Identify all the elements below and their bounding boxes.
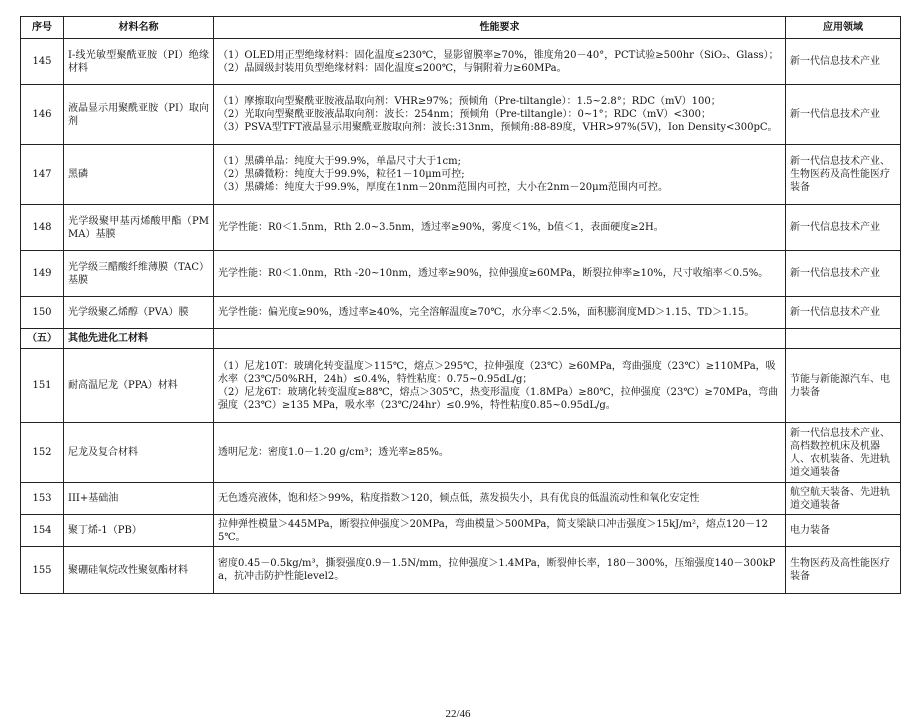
header-row [21,17,901,39]
row-number: 154 [21,515,64,547]
requirements-cell [214,251,786,297]
material-name: I-线光敏型聚酰亚胺（PI）绝缘材料 [64,39,214,85]
section-row [21,329,901,349]
header-requirements: 性能要求 [214,17,786,39]
section-title: 其他先进化工材料 [64,329,214,349]
requirement-line: 光学性能：R0＜1.5nm，Rth 2.0~3.5nm，透过率≥90%，雾度＜1%，b值＜1，表面硬度≥2H。 [218,222,664,233]
requirements-cell [214,349,786,423]
section-number: （五） [21,329,64,349]
application-field: 新一代信息技术产业 [786,39,901,85]
application-field: 电力装备 [786,515,901,547]
table-row [21,515,901,547]
application-field: 新一代信息技术产业、生物医药及高性能医疗装备 [786,145,901,205]
material-name: 光学级聚甲基丙烯酸甲酯（PMMA）基膜 [64,205,214,251]
requirement-line: 拉伸弹性模量＞445MPa，断裂拉伸强度＞20MPa，弯曲模量＞500MPa，简支梁缺口冲击强度＞15kJ/m²，熔点120－125℃。 [218,518,768,543]
header-name: 材料名称 [64,17,214,39]
table-row [21,483,901,515]
application-field: 新一代信息技术产业 [786,297,901,329]
requirement-line: 光学性能：R0＜1.0nm，Rth -20~10nm，透过率≥90%，拉伸强度≥60MPa，断裂拉伸率≥10%，尺寸收缩率＜0.5%。 [218,268,769,279]
application-field: 新一代信息技术产业 [786,85,901,145]
requirement-line: （1）尼龙10T：玻璃化转变温度＞115℃，熔点＞295℃，拉伸强度（23℃）≥60MPa，弯曲强度（23℃）≥110MPa，吸水率（23℃/50%RH，24h）≤0.4%，特性粘度：0.75~0.95dL/g； [218,360,776,385]
application-field: 航空航天装备、先进轨道交通装备 [786,483,901,515]
row-number: 147 [21,145,64,205]
requirement-line: （3）黑磷烯：纯度大于99.9%，厚度在1nm－20nm范围内可控，大小在2nm－20μm范围内可控。 [218,182,669,193]
table-row [21,39,901,85]
header-application: 应用领域 [786,17,901,39]
material-name: III+基础油 [64,483,214,515]
section-empty-cell [786,329,901,349]
application-field: 节能与新能源汽车、电力装备 [786,349,901,423]
requirement-line: （2）尼龙6T：玻璃化转变温度≥88℃，熔点＞305℃，热变形温度（1.8MPa）≥80℃，拉伸强度（23℃）≥70MPa，弯曲强度（23℃）≥135 MPa，吸水率（23℃/24hr）≤0.9%，特性粘度0.85~0.95dL/g。 [218,386,779,411]
material-name: 光学级聚乙烯醇（PVA）膜 [64,297,214,329]
requirement-line: （2）黑磷微粉：纯度大于99.9%，粒径1－10μm可控; [218,169,465,180]
application-field: 新一代信息技术产业、高档数控机床及机器人、农机装备、先进轨道交通装备 [786,423,901,483]
section-block [21,329,901,349]
requirement-line: （1）黑磷单晶：纯度大于99.9%，单晶尺寸大于1cm; [218,156,461,167]
material-name: 尼龙及复合材料 [64,423,214,483]
requirements-cell [214,85,786,145]
row-number: 155 [21,547,64,594]
section-empty-cell [214,329,786,349]
table-row [21,349,901,423]
table-row [21,423,901,483]
requirements-cell [214,515,786,547]
requirements-cell [214,205,786,251]
application-field: 生物医药及高性能医疗装备 [786,547,901,594]
requirement-line: （2）光取向型聚酰亚胺液晶取向剂：波长：254nm；预倾角（Pre-tiltangle）：0~1°；RDC（mV）<300； [218,109,712,120]
requirements-cell [214,297,786,329]
requirement-line: 无色透亮液体，饱和烃＞99%，粘度指数＞120，倾点低，蒸发损失小，具有优良的低温流动性和氧化安定性 [218,493,700,504]
material-name: 光学级三醋酸纤维薄膜（TAC）基膜 [64,251,214,297]
materials-table [20,16,901,594]
row-number: 150 [21,297,64,329]
table-row [21,547,901,594]
table-row [21,85,901,145]
row-number: 146 [21,85,64,145]
application-field: 新一代信息技术产业 [786,251,901,297]
application-field: 新一代信息技术产业 [786,205,901,251]
table-row [21,145,901,205]
table-body-main [21,39,901,329]
row-number: 145 [21,39,64,85]
requirements-cell [214,145,786,205]
row-number: 149 [21,251,64,297]
requirements-cell [214,483,786,515]
row-number: 153 [21,483,64,515]
header-no: 序号 [21,17,64,39]
material-name: 液晶显示用聚酰亚胺（PI）取向剂 [64,85,214,145]
requirement-line: 透明尼龙：密度1.0－1.20 g/cm³；透光率≥85%。 [218,447,449,458]
table-body-chemicals [21,349,901,594]
row-number: 151 [21,349,64,423]
page-number: 22/46 [445,708,471,720]
table-row [21,251,901,297]
requirement-line: （1）OLED用正型绝缘材料：固化温度≤230℃，显影留膜率≥70%，锥度角20－40°，PCT试验≥500hr（SiO₂、Glass）； [218,49,779,61]
material-name: 黑磷 [64,145,214,205]
requirements-cell [214,423,786,483]
table-row [21,205,901,251]
requirement-line: （3）PSVA型TFT液晶显示用聚酰亚胺取向剂：波长:313nm，预倾角:88-89度，VHR>97%(5V)，Ion Density<300pC。 [218,122,778,133]
requirement-line: （2）晶圆级封装用负型绝缘材料：固化温度≤200℃，与铜附着力≥60MPa。 [218,62,567,74]
row-number: 152 [21,423,64,483]
material-name: 聚丁烯-1（PB） [64,515,214,547]
requirement-line: 光学性能：偏光度≥90%，透过率≥40%，完全溶解温度≥70℃，水分率＜2.5%，面积膨润度MD＞1.15、TD＞1.15。 [218,307,755,318]
requirement-line: 密度0.45－0.5kg/m³，撕裂强度0.9－1.5N/mm，拉伸强度＞1.4MPa，断裂伸长率，180－300%，压缩强度140－300kPa，抗冲击防护性能level2。 [218,558,776,582]
table-row [21,297,901,329]
requirements-cell [214,547,786,594]
requirement-line: （1）摩擦取向型聚酰亚胺液晶取向剂：VHR≥97%；预倾角（Pre-tiltangle）：1.5~2.8°；RDC（mV）100； [218,96,721,107]
material-name: 耐高温尼龙（PPA）材料 [64,349,214,423]
row-number: 148 [21,205,64,251]
material-name: 聚硼硅氧烷改性聚氨酯材料 [64,547,214,594]
requirements-cell [214,39,786,85]
